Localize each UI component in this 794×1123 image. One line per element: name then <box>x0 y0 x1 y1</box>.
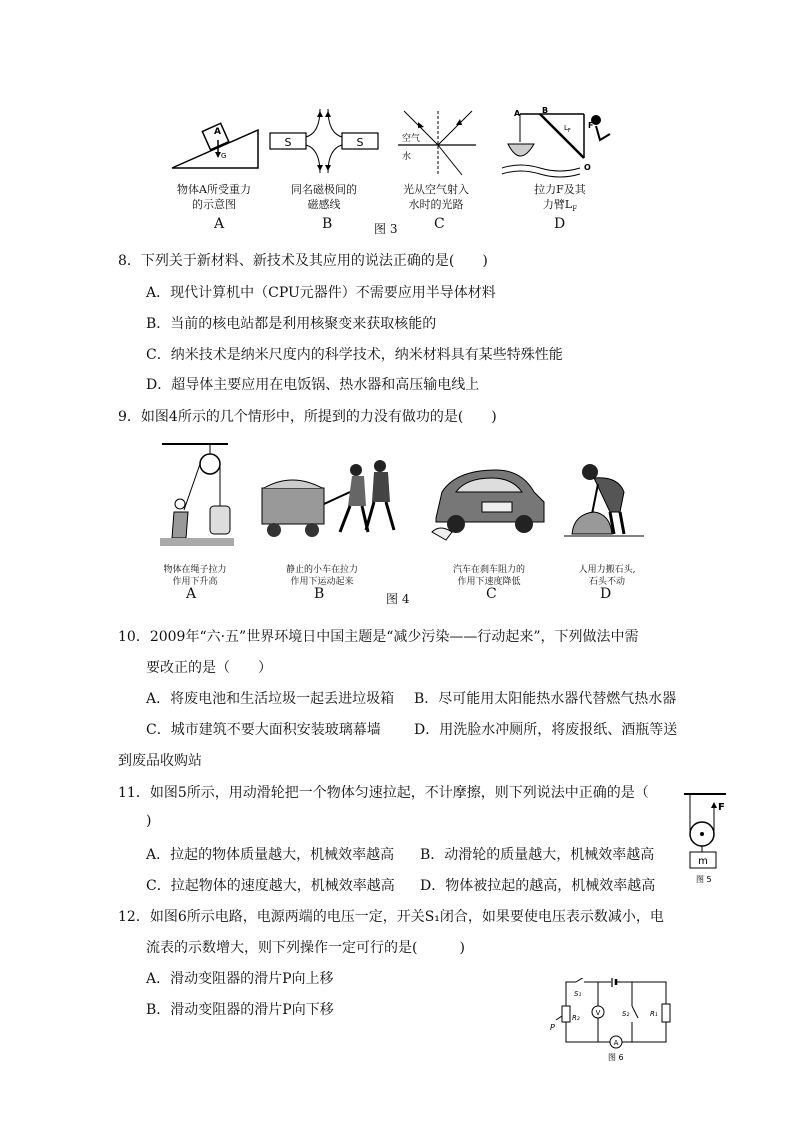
figure-6 <box>548 978 672 1064</box>
fig3-label-a: A <box>214 127 221 137</box>
fig6-label-s1: S₁ <box>574 990 582 998</box>
fig5-label-m: m <box>698 856 708 867</box>
fig3-panel-b-drawing <box>268 105 380 177</box>
fig3-label-water: 水 <box>402 152 412 162</box>
q10-option-d-cont: 到废品收购站 <box>118 753 202 769</box>
fig3-caption-b: 同名磁极间的 磁感线 <box>291 183 357 211</box>
fig4-letter-c: C <box>486 586 497 602</box>
fig5-label-f: F <box>718 802 725 813</box>
q12-option-b: B．滑动变阻器的滑片P向下移 <box>146 1002 334 1018</box>
fig6-label-p: P <box>550 1023 555 1032</box>
fig3-label-s-right: S <box>356 136 364 149</box>
q11-stem-line2: ) <box>146 813 152 829</box>
fig6-label-v: V <box>595 1009 601 1017</box>
figure-5 <box>680 790 730 888</box>
q11-stem-line1: 11．如图5所示，用动滑轮把一个物体匀速拉起，不计摩擦，则下列说法中正确的是（ <box>118 785 649 801</box>
q8-option-c: C．纳米技术是纳米尺度内的科学技术，纳米材料具有某些特殊性能 <box>146 347 563 363</box>
q8-option-d: D．超导体主要应用在电饭锅、热水器和高压输电线上 <box>146 377 480 393</box>
fig6-label-r2: R₂ <box>572 1014 580 1022</box>
fig3-label-d-f: F <box>588 121 594 130</box>
q10-option-b: B．尽可能用太阳能热水器代替燃气热水器 <box>414 691 677 707</box>
fig3-letter-b: B <box>322 216 333 232</box>
q10-option-c: C．城市建筑不要大面积安装玻璃幕墙 <box>146 722 381 738</box>
fig6-label-a: A <box>613 1039 619 1047</box>
figure-4 <box>150 440 650 610</box>
fig4-letter-a: A <box>186 586 197 602</box>
fig6-label-s2: S₂ <box>622 1010 630 1018</box>
fig3-caption-c: 光从空气射入 水时的光路 <box>403 183 469 211</box>
fig4-letter-b: B <box>314 586 325 602</box>
fig3-panel-a-drawing <box>170 112 260 172</box>
q10-stem-line2: 要改正的是（ ） <box>146 660 272 676</box>
fig4-panel-c-drawing <box>426 456 552 548</box>
q12-option-a: A．滑动变阻器的滑片P向上移 <box>146 971 334 987</box>
q11-option-c: C．拉起物体的速度越大，机械效率越高 <box>146 878 395 894</box>
q9-stem: 9．如图4所示的几个情形中，所提到的力没有做功的是( ) <box>118 409 497 425</box>
fig3-label-d-b: B <box>542 106 549 115</box>
fig3-label: 图 3 <box>374 222 398 236</box>
fig3-letter-d: D <box>554 216 566 232</box>
fig3-caption-a: 物体A所受重力 的示意图 <box>177 183 251 211</box>
q11-option-d: D．物体被拉起的越高，机械效率越高 <box>420 878 656 894</box>
fig6-label: 图 6 <box>608 1053 624 1062</box>
fig3-panel-d-drawing <box>500 104 620 180</box>
fig4-caption-b: 静止的小车在拉力 作用下运动起来 <box>285 565 358 587</box>
fig5-label: 图 5 <box>696 875 712 884</box>
fig4-caption-d: 人用力搬石头, 石头不动 <box>578 565 636 587</box>
q11-option-a: A．拉起的物体质量越大，机械效率越高 <box>146 847 395 863</box>
fig3-panel-c-drawing <box>396 105 478 177</box>
fig4-caption-a: 物体在绳子拉力 作用下升高 <box>163 565 227 587</box>
q10-option-d: D．用洗脸水冲厕所，将废报纸、酒瓶等送 <box>414 722 678 738</box>
q8-option-b: B．当前的核电站都是利用核聚变来获取核能的 <box>146 316 437 332</box>
fig3-label-d-lf: $L_F$ <box>564 124 571 134</box>
q8-option-a: A．现代计算机中（CPU元器件）不需要应用半导体材料 <box>146 285 496 301</box>
q10-stem-line1: 10．2009年“六·五”世界环境日中国主题是“减少污染——行动起来”，下列做法中需 <box>118 629 639 645</box>
fig3-label-s-left: S <box>284 136 292 149</box>
q12-stem-line1: 12．如图6所示电路，电源两端的电压一定，开关S₁闭合，如果要使电压表示数减小，电 <box>118 909 664 925</box>
q8-stem: 8．下列关于新材料、新技术及其应用的说法正确的是( ) <box>118 253 488 269</box>
fig4-panel-a-drawing <box>158 440 238 548</box>
fig3-letter-a: A <box>214 216 225 232</box>
q12-stem-line2: 流表的示数增大，则下列操作一定可行的是( ) <box>146 940 465 956</box>
fig4-letter-d: D <box>600 586 612 602</box>
fig3-label-d-a: A <box>514 109 521 118</box>
fig3-label-air: 空气 <box>402 134 421 144</box>
fig4-caption-c: 汽车在刹车阻力的 作用下速度降低 <box>452 565 525 587</box>
fig6-label-r1: R₁ <box>650 1010 658 1018</box>
q10-option-a: A．将废电池和生活垃圾一起丢进垃圾箱 <box>146 691 395 707</box>
fig3-label-d-o: O <box>584 163 591 172</box>
fig3-letter-c: C <box>434 216 445 232</box>
fig3-label-g: G <box>221 152 227 160</box>
q11-option-b: B．动滑轮的质量越大，机械效率越高 <box>420 847 655 863</box>
fig4-panel-d-drawing <box>564 458 644 544</box>
figure-3 <box>160 100 630 240</box>
fig3-caption-d: 拉力F及其 力臂$L_F$ <box>534 183 586 214</box>
fig4-panel-b-drawing <box>254 456 404 544</box>
fig4-label: 图 4 <box>386 592 410 606</box>
